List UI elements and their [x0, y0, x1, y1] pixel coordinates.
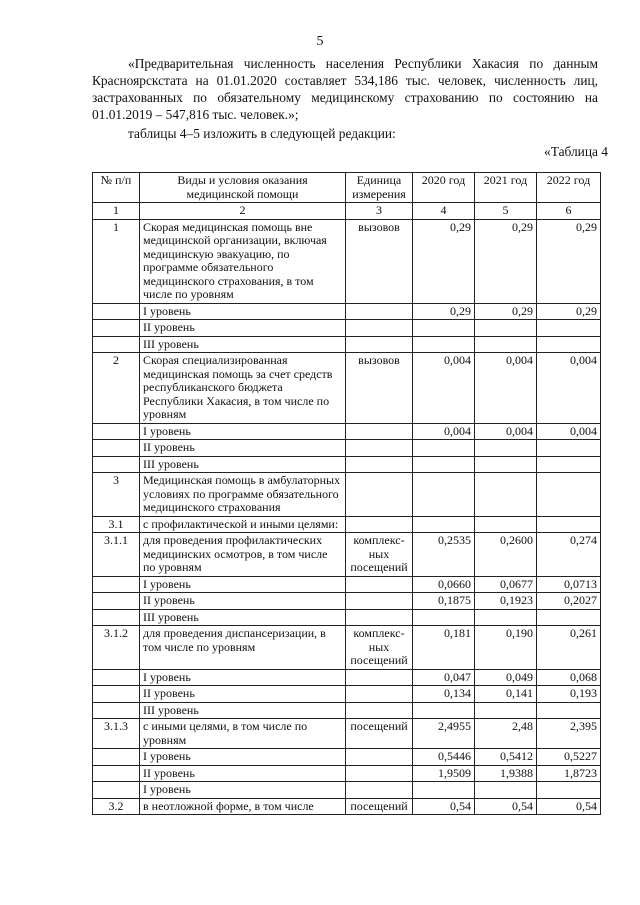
cell-v2021: 0,141 [475, 686, 537, 703]
cell-v2022: 0,0713 [537, 576, 601, 593]
header-type: Виды и условия оказания медицинской помощи [140, 173, 346, 203]
cell-v2022: 2,395 [537, 719, 601, 749]
cell-v2020: 0,047 [413, 669, 475, 686]
cell-v2020: 2,4955 [413, 719, 475, 749]
cell-num [93, 609, 140, 626]
cell-num [93, 423, 140, 440]
cell-v2021 [475, 320, 537, 337]
cell-name: для проведения профилактических медицинских осмотров, в том числе по уровням [140, 533, 346, 577]
table-4 [92, 172, 601, 815]
cell-v2021: 0,1923 [475, 593, 537, 610]
cell-name: II уровень [140, 320, 346, 337]
cell-v2022 [537, 456, 601, 473]
cell-name: III уровень [140, 702, 346, 719]
cell-v2022: 0,004 [537, 353, 601, 424]
table-colnum-row [93, 203, 601, 220]
cell-v2022 [537, 473, 601, 517]
table-row [93, 456, 601, 473]
cell-v2021 [475, 516, 537, 533]
cell-unit [346, 576, 413, 593]
colnum: 5 [475, 203, 537, 220]
cell-v2022 [537, 320, 601, 337]
cell-num: 3.2 [93, 798, 140, 815]
colnum: 1 [93, 203, 140, 220]
cell-v2021: 0,29 [475, 303, 537, 320]
cell-v2020: 0,5446 [413, 749, 475, 766]
cell-v2022: 0,29 [537, 219, 601, 303]
cell-v2021: 2,48 [475, 719, 537, 749]
cell-name: с иными целями, в том числе по уровням [140, 719, 346, 749]
cell-v2022 [537, 440, 601, 457]
cell-v2022 [537, 702, 601, 719]
cell-name: Скорая специализированная медицинская помощь за счет средств республиканского бюджета Республики Хакасия, в том числе по уровням [140, 353, 346, 424]
cell-unit [346, 782, 413, 799]
cell-v2020 [413, 320, 475, 337]
cell-name: I уровень [140, 782, 346, 799]
cell-name: Скорая медицинская помощь вне медицинской организации, включая медицинскую эвакуацию, по программе обязательного медицинского страхования, в том числе по уровням [140, 219, 346, 303]
cell-v2021 [475, 336, 537, 353]
colnum: 4 [413, 203, 475, 220]
cell-name: I уровень [140, 303, 346, 320]
cell-v2022: 0,2027 [537, 593, 601, 610]
cell-v2020 [413, 516, 475, 533]
cell-num [93, 336, 140, 353]
table-row [93, 719, 601, 749]
cell-name: для проведения диспансеризации, в том числе по уровням [140, 626, 346, 670]
table-row [93, 303, 601, 320]
table-row [93, 609, 601, 626]
table-caption: «Таблица 4 [544, 144, 608, 159]
cell-name: III уровень [140, 336, 346, 353]
cell-name: II уровень [140, 593, 346, 610]
cell-v2021: 1,9388 [475, 765, 537, 782]
cell-unit: посещений [346, 798, 413, 815]
cell-v2021 [475, 456, 537, 473]
cell-unit [346, 473, 413, 517]
cell-name: II уровень [140, 765, 346, 782]
cell-v2020: 0,29 [413, 303, 475, 320]
cell-v2022: 0,5227 [537, 749, 601, 766]
table-row [93, 219, 601, 303]
cell-name: III уровень [140, 456, 346, 473]
cell-unit [346, 320, 413, 337]
cell-v2021: 0,190 [475, 626, 537, 670]
cell-v2021 [475, 473, 537, 517]
cell-name: I уровень [140, 669, 346, 686]
cell-v2020 [413, 473, 475, 517]
cell-unit [346, 765, 413, 782]
cell-v2022: 0,068 [537, 669, 601, 686]
cell-v2021: 0,29 [475, 219, 537, 303]
cell-v2020: 0,1875 [413, 593, 475, 610]
cell-num: 2 [93, 353, 140, 424]
header-2021: 2021 год [475, 173, 537, 203]
cell-v2021 [475, 440, 537, 457]
cell-v2022: 1,8723 [537, 765, 601, 782]
header-2020: 2020 год [413, 173, 475, 203]
cell-num [93, 456, 140, 473]
cell-v2021: 0,004 [475, 353, 537, 424]
cell-v2022: 0,54 [537, 798, 601, 815]
cell-num [93, 702, 140, 719]
cell-v2020 [413, 456, 475, 473]
cell-v2021: 0,5412 [475, 749, 537, 766]
paragraph-population: «Предварительная численность населения Республики Хакасия по данным Красноярскстата на 01.01.2020 составляет 534,186 тыс. человек, численность лиц, застрахованных по обязательному медицинскому страхованию по состоянию на 01.01.2019 – 547,816 тыс. человек.»; [92, 56, 598, 122]
cell-name: II уровень [140, 440, 346, 457]
table-body [93, 219, 601, 815]
cell-unit [346, 516, 413, 533]
cell-v2020: 0,54 [413, 798, 475, 815]
cell-v2020 [413, 440, 475, 457]
cell-v2021: 0,049 [475, 669, 537, 686]
cell-v2021: 0,2600 [475, 533, 537, 577]
table-row [93, 593, 601, 610]
cell-v2020: 1,9509 [413, 765, 475, 782]
table-row [93, 423, 601, 440]
cell-v2020: 0,0660 [413, 576, 475, 593]
cell-num: 3.1.3 [93, 719, 140, 749]
table-row [93, 440, 601, 457]
cell-v2020: 0,2535 [413, 533, 475, 577]
cell-num [93, 576, 140, 593]
cell-num [93, 320, 140, 337]
cell-v2020: 0,181 [413, 626, 475, 670]
cell-name: Медицинская помощь в амбулаторных условиях по программе обязательного медицинского страхования [140, 473, 346, 517]
cell-num: 3.1.1 [93, 533, 140, 577]
table-row [93, 626, 601, 670]
cell-num [93, 782, 140, 799]
cell-v2022: 0,274 [537, 533, 601, 577]
cell-unit [346, 749, 413, 766]
cell-name: в неотложной форме, в том числе [140, 798, 346, 815]
cell-v2020 [413, 336, 475, 353]
table-row [93, 533, 601, 577]
cell-name: III уровень [140, 609, 346, 626]
cell-unit [346, 702, 413, 719]
cell-unit [346, 669, 413, 686]
header-num: № п/п [93, 173, 140, 203]
cell-v2022: 0,29 [537, 303, 601, 320]
cell-num [93, 593, 140, 610]
cell-unit: посещений [346, 719, 413, 749]
cell-v2020 [413, 609, 475, 626]
table-row [93, 336, 601, 353]
cell-v2022: 0,004 [537, 423, 601, 440]
table-row [93, 782, 601, 799]
cell-v2021 [475, 782, 537, 799]
cell-num: 1 [93, 219, 140, 303]
cell-v2020: 0,134 [413, 686, 475, 703]
table-row [93, 353, 601, 424]
cell-v2022: 0,193 [537, 686, 601, 703]
table-row [93, 702, 601, 719]
cell-name: I уровень [140, 576, 346, 593]
cell-name: I уровень [140, 423, 346, 440]
cell-v2022 [537, 336, 601, 353]
table-row [93, 798, 601, 815]
cell-v2021 [475, 609, 537, 626]
table-row [93, 516, 601, 533]
cell-unit [346, 440, 413, 457]
cell-num [93, 686, 140, 703]
cell-v2020: 0,004 [413, 423, 475, 440]
cell-v2022 [537, 782, 601, 799]
table-row [93, 669, 601, 686]
cell-v2021: 0,004 [475, 423, 537, 440]
cell-name: с профилактической и иными целями: [140, 516, 346, 533]
cell-unit [346, 686, 413, 703]
cell-v2021: 0,54 [475, 798, 537, 815]
page-number: 5 [316, 34, 324, 49]
cell-num [93, 765, 140, 782]
colnum: 3 [346, 203, 413, 220]
cell-v2022: 0,261 [537, 626, 601, 670]
cell-v2021: 0,0677 [475, 576, 537, 593]
paragraph-tables: таблицы 4–5 изложить в следующей редакции: [128, 126, 396, 141]
colnum: 6 [537, 203, 601, 220]
cell-unit [346, 593, 413, 610]
cell-unit [346, 336, 413, 353]
cell-unit: комплекс-ных посещений [346, 626, 413, 670]
cell-unit: вызовов [346, 353, 413, 424]
cell-unit: комплекс-ных посещений [346, 533, 413, 577]
cell-num [93, 303, 140, 320]
cell-name: I уровень [140, 749, 346, 766]
table-row [93, 686, 601, 703]
cell-num [93, 669, 140, 686]
header-unit: Единица измерения [346, 173, 413, 203]
table-row [93, 749, 601, 766]
cell-unit: вызовов [346, 219, 413, 303]
cell-v2021 [475, 702, 537, 719]
cell-unit [346, 423, 413, 440]
table-row [93, 576, 601, 593]
cell-unit [346, 456, 413, 473]
cell-num [93, 749, 140, 766]
cell-num [93, 440, 140, 457]
cell-num: 3.1.2 [93, 626, 140, 670]
cell-v2022 [537, 609, 601, 626]
colnum: 2 [140, 203, 346, 220]
table-row [93, 765, 601, 782]
cell-v2022 [537, 516, 601, 533]
cell-num: 3 [93, 473, 140, 517]
cell-unit [346, 303, 413, 320]
cell-v2020 [413, 782, 475, 799]
header-2022: 2022 год [537, 173, 601, 203]
table-row [93, 473, 601, 517]
cell-name: II уровень [140, 686, 346, 703]
cell-v2020: 0,29 [413, 219, 475, 303]
cell-unit [346, 609, 413, 626]
table-row [93, 320, 601, 337]
cell-num: 3.1 [93, 516, 140, 533]
table-header-row [93, 173, 601, 203]
cell-v2020 [413, 702, 475, 719]
cell-v2020: 0,004 [413, 353, 475, 424]
